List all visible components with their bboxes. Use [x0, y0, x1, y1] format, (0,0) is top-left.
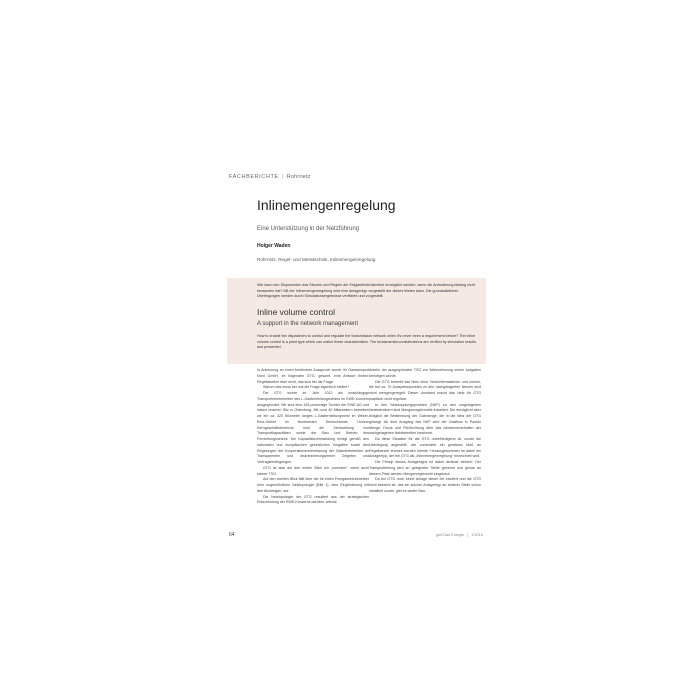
article-keywords: Rohrnetz, Regel- und Messtechnik, Inlinemengenregelung	[257, 257, 376, 262]
body-paragraph: Da bei GTG noch keine Anlage dieser Art existiert und die GTG nicht bekannt ist, das ein solcher Anlagentyp an anderer Stelle schon installiert wurde, gibt es weder Bau-	[369, 477, 481, 493]
page-number: 64	[229, 532, 235, 538]
subsection-label: Rohrnetz	[286, 174, 311, 180]
publication-footer	[436, 533, 483, 537]
body-paragraph: Warum das muss bei uns die Frage eigentlich stellen?	[263, 385, 350, 390]
body-column-right	[369, 368, 481, 495]
abstract-english: How to enable the dispatchers to control and regulate the transmission network when it's never been a requirement before? The inline volume control is a plant type which can match these characteristics. The fundamental considerations are verified by simulation results and presented.	[257, 334, 477, 350]
body-paragraph: Die GTG wurde im Jahr 2012 als unabhängige Transportnetzbetreiber des L-Gasfernleitungsnetzes im EWE-Konzern ausgegründet. Wir sind eine 100-prozentige Tochter der EWE AG und haben unseren Sitz in Oldenburg. Mit rund 40 Mitarbeitern betreiben wir ein ca. 320 Kilometer langes L-Gasfernleitungsnetz im Weser-Ems-Gebiet im Nordwesten Deutschlands. Unsere Kerngeschäftsbereiche sind die Vermarktung von Transportkapazitäten sowie der Bau und Betrieb des Fernleitungsnetzes. Die Kapazitätsvermarktung erfolgt gemäß den nationalen und europäischen gesetzlichen Vorgaben sowie den Regelungen der Kooperationsvereinbarung der Gasnetzbetreiber an Transparenten und diskriminierungsfreien Zeigeten und Vertragsbedingungen.	[257, 391, 369, 464]
body-paragraph: Auf den zweiten Blick fällt über die für einen Ferngasnetzbetreiber eher ungewöhnliche Netztopologie (Bild 1), eine Eingliederung mit den Abzweigen, auf.	[257, 477, 369, 493]
rubric-separator: |	[281, 174, 284, 180]
body-paragraph: GTG ist also auf den ersten Blick ein „normaler“, wenn auch kleiner TSO.	[257, 465, 369, 476]
body-paragraph: Die GTG betreibt das Netz ohne Verdichterstationen und nutzen, die bei ca. 70 Ausspeisepunkten zu den nachgelagerten Netzen sind nicht mengengeregelt. Dieser Umstand macht das Netz für GTG praktisch nicht regelbar.	[369, 379, 481, 401]
issue-number: 1/2016	[471, 533, 483, 537]
article-subtitle: Eine Unterstützung in der Netzführung	[257, 226, 360, 232]
article-title: Inlinemengenregelung	[257, 197, 396, 213]
author-name: Holger Waden	[257, 243, 291, 249]
section-label: FACHBERICHTE	[229, 174, 279, 180]
body-paragraph: Anteile der ausgegründete TSO zur Wahrnehmung seiner Aufgaben benötigen würde.	[369, 368, 481, 378]
body-paragraph: Da diese Situation für die GTG unbefriedigend ist, wurde die Überlegung angestellt, wie zumindest ein gewisses Maß an Regelbarkeit erreicht werden könnte. Herausgekommen ist dabei ein Anlagentyp, der bei GTG als „Inlinemengenregelung“ bezeichnet wird.	[369, 437, 481, 459]
body-paragraph: In Anlehnung an einen berühmten Ausspruch wurde Ihr Gastransport Nord GmbH, im folgenden GTG, gesamt, eine Antwort finden: Regeltabellen über nicht, das sich bei die Frage:	[257, 368, 369, 384]
body-paragraph: Die Netztopologie der GTG resultiert aus der strategischen Entscheidung der EWE-Konzerns darüber, welche	[257, 494, 369, 505]
english-title: Inline volume control	[257, 307, 335, 317]
abstract-german: Wie kann den Disponenten das Steuern und Regeln der Erdgasfriedrücknetze ermöglicht werden, wenn die Anforderung bislang nicht bestanden hat? Mit der Inlinemengenregelung wird eine Anlagentyp vorgestellt der dieses leisten kann. Die grundsätzlichen Überlegungen werden durch Simulationsergebnisse verifiziert und vorgestellt.	[257, 283, 475, 299]
section-rubric	[229, 174, 311, 180]
english-subtitle: A support in the network management	[257, 321, 359, 327]
body-paragraph: Die Prinzip dieses Anlagentyps ist dabei denkbar einfach: Der Transportleitung wird an geeigneter Stelle getrennt und genau an diesem Platz werden Mengenregelventil eingebaut.	[369, 460, 481, 476]
footer-separator: |	[467, 533, 469, 537]
body-paragraph: In den Netzkopplungspunkten (NKP) zu den vorgelagerten Netzbetreibern sind Mengenregelventile installiert. Die ermöglicht aber lediglich die Bestimmung der Gasmenge, die in die Netz der GTG gelangt. Ab dem Ausgang des NKP wird der Gasfluss in Punkto Menge, Druck und Fließrichtung über das Abnahmeverhalten der nachgelagerten Netzbetreiber bestimmt.	[369, 402, 481, 436]
publication-name: gwf-Gas Energie	[436, 533, 465, 537]
body-column-left	[257, 368, 369, 506]
